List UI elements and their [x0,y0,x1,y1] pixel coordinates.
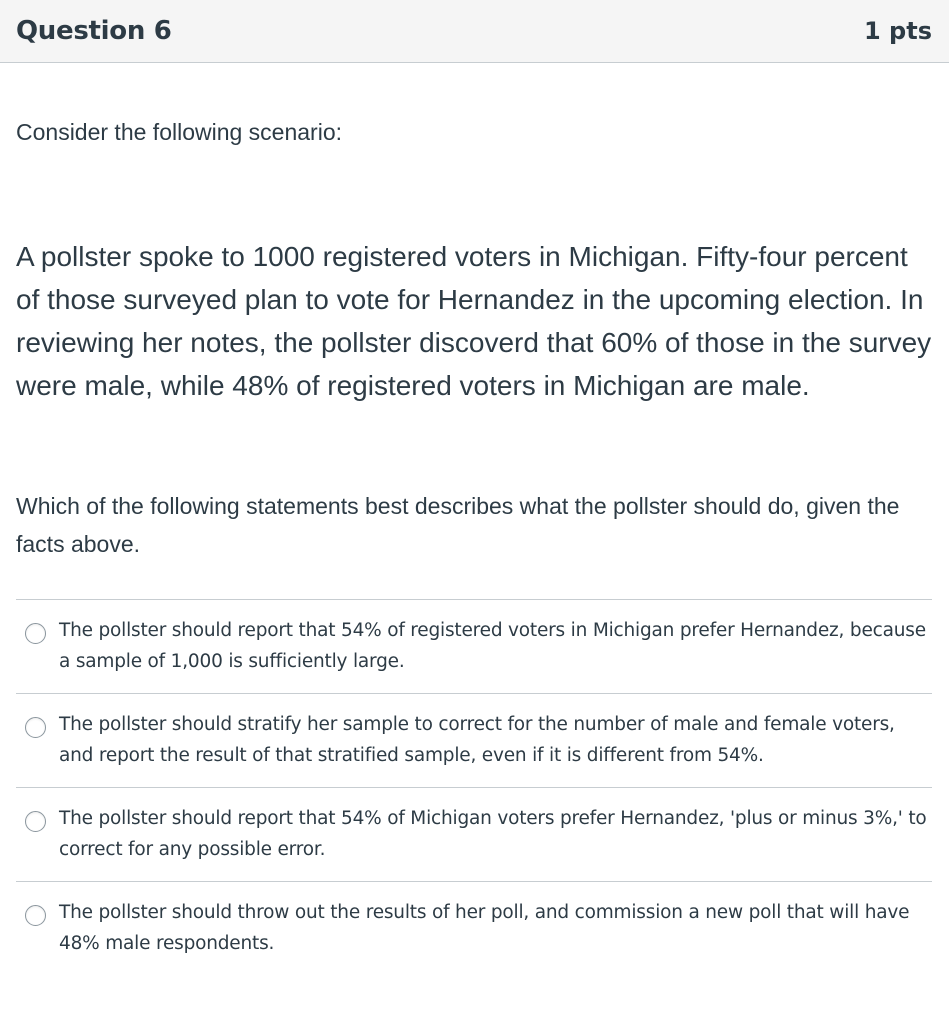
question-points: 1 pts [864,17,932,45]
question-body [0,117,949,976]
answer-option-4[interactable] [16,882,932,976]
answer-option-2[interactable] [16,694,932,788]
question-title: Question 6 [16,16,172,46]
radio-button[interactable] [25,717,46,738]
question-intro: Consider the following scenario: [16,119,343,145]
question-header [0,0,949,63]
radio-button[interactable] [25,623,46,644]
question-prompt: Which of the following statements best describes what the pollster should do, given the facts above. [16,493,900,557]
question-scenario: A pollster spoke to 1000 registered voters in Michigan. Fifty-four percent of those surveyed plan to vote for Hernandez in the upcoming election. In reviewing her notes, the pollster discoverd that 60% of those in the survey were male, while 48% of registered voters in Michigan are male. [16,241,932,401]
answer-label[interactable]: The pollster should report that 54% of Michigan voters prefer Hernandez, 'plus or minus 3%,' to correct for any possible error. [59,808,927,860]
answer-option-1[interactable] [16,600,932,694]
radio-button[interactable] [25,811,46,832]
answer-label[interactable]: The pollster should stratify her sample to correct for the number of male and female voters, and report the result of that stratified sample, even if it is different from 54%. [59,714,895,766]
answer-label[interactable]: The pollster should throw out the results of her poll, and commission a new poll that will have 48% male respondents. [59,902,910,954]
answer-label[interactable]: The pollster should report that 54% of registered voters in Michigan prefer Hernandez, because a sample of 1,000 is sufficiently large. [59,620,926,672]
answer-list [16,599,932,976]
answer-option-3[interactable] [16,788,932,882]
radio-button[interactable] [25,905,46,926]
